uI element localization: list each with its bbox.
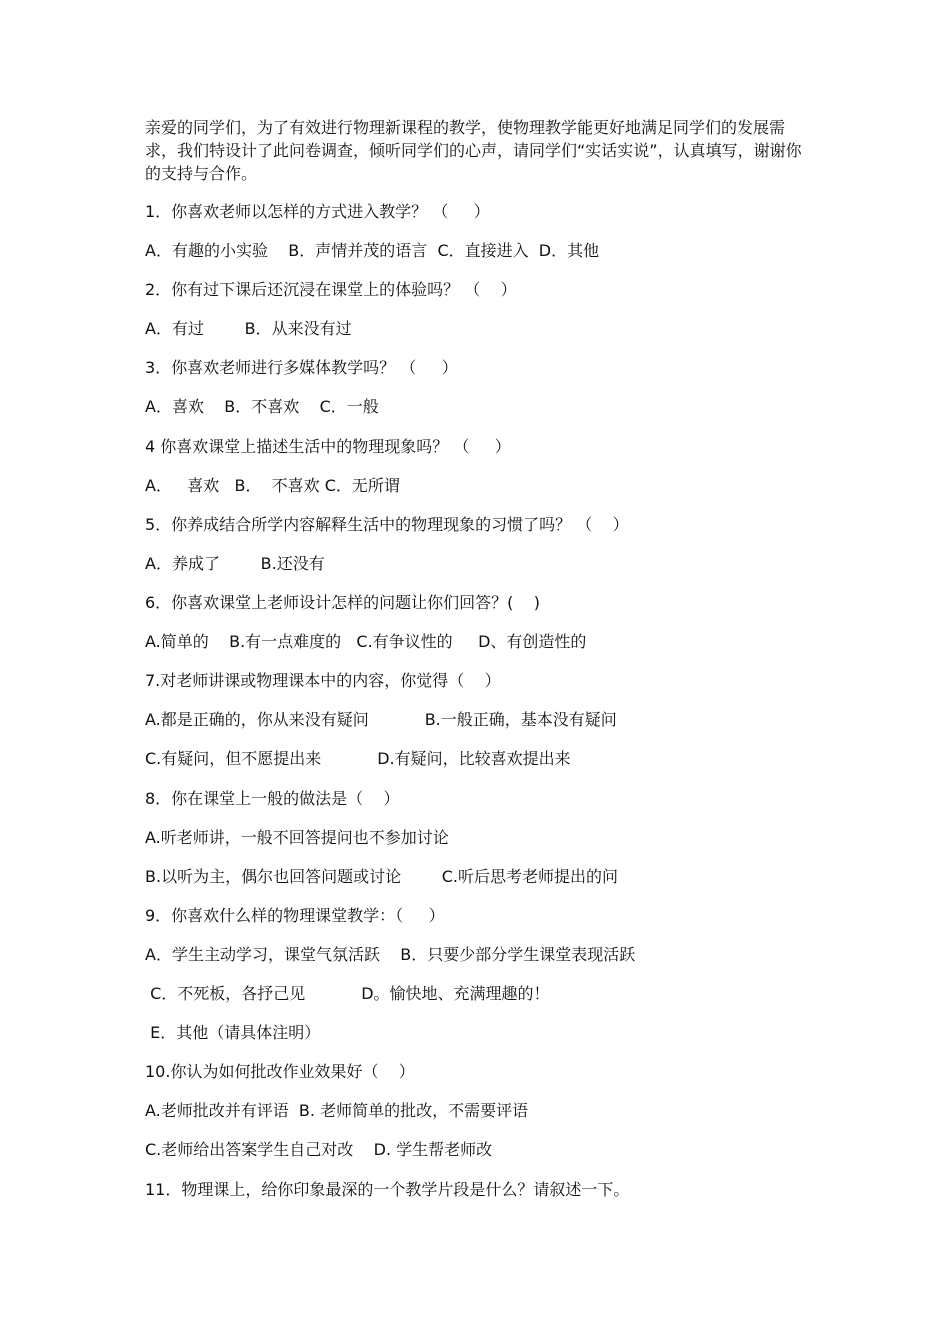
question-1-options: A．有趣的小实验 B．声情并茂的语言 C．直接进入 D．其他 (145, 241, 600, 260)
question-2: 2．你有过下课后还沉浸在课堂上的体验吗？ （ ） (145, 280, 517, 299)
question-5: 5．你养成结合所学内容解释生活中的物理现象的习惯了吗？ （ ） (145, 515, 629, 534)
question-11: 11．物理课上，给你印象最深的一个教学片段是什么？请叙述一下。 (145, 1180, 630, 1199)
question-5-options: A．养成了 B.还没有 (145, 554, 325, 573)
question-6: 6．你喜欢课堂上老师设计怎样的问题让你们回答？( ) (145, 593, 541, 612)
question-8-option-a: A.听老师讲，一般不回答提问也不参加讨论 (145, 828, 449, 847)
question-10-options-cd: C.老师给出答案学生自己对改 D. 学生帮老师改 (145, 1140, 493, 1159)
question-9-options-cd: C．不死板，各抒己见 D。愉快地、充满理趣的！ (145, 984, 550, 1003)
question-9: 9．你喜欢什么样的物理课堂教学：（ ） (145, 906, 445, 925)
question-10: 10.你认为如何批改作业效果好（ ） (145, 1062, 415, 1081)
question-3: 3．你喜欢老师进行多媒体教学吗？ （ ） (145, 358, 458, 377)
question-4-options: A． 喜欢 B． 不喜欢 C．无所谓 (145, 476, 400, 495)
question-9-option-e: E．其他（请具体注明） (145, 1023, 321, 1042)
question-10-options-ab: A.老师批改并有评语 B. 老师简单的批改，不需要评语 (145, 1101, 529, 1120)
question-7-options-ab: A.都是正确的，你从来没有疑问 B.一般正确，基本没有疑问 (145, 710, 617, 729)
question-2-options: A．有过 B．从来没有过 (145, 319, 352, 338)
intro-paragraph: 亲爱的同学们，为了有效进行物理新课程的教学，使物理教学能更好地满足同学们的发展需求，我们特设计了此问卷调查，倾听同学们的心声，请同学们“实话实说”，认真填写，谢谢你的支持与合作。 (145, 118, 802, 183)
question-6-options: A.简单的 B.有一点难度的 C.有争议性的 D、有创造性的 (145, 632, 587, 651)
question-8: 8．你在课堂上一般的做法是（ ） (145, 789, 400, 808)
question-4: 4 你喜欢课堂上描述生活中的物理现象吗？ （ ） (145, 437, 511, 456)
question-3-options: A．喜欢 B．不喜欢 C．一般 (145, 397, 379, 416)
question-7: 7.对老师讲课或物理课本中的内容，你觉得（ ） (145, 671, 501, 690)
question-8-options-bc: B.以听为主，偶尔也回答问题或讨论 C.听后思考老师提出的问 (145, 867, 619, 886)
question-7-options-cd: C.有疑问，但不愿提出来 D.有疑问，比较喜欢提出来 (145, 749, 571, 768)
question-9-options-ab: A．学生主动学习，课堂气氛活跃 B．只要少部分学生课堂表现活跃 (145, 945, 636, 964)
question-1: 1．你喜欢老师以怎样的方式进入教学？ （ ） (145, 202, 490, 221)
